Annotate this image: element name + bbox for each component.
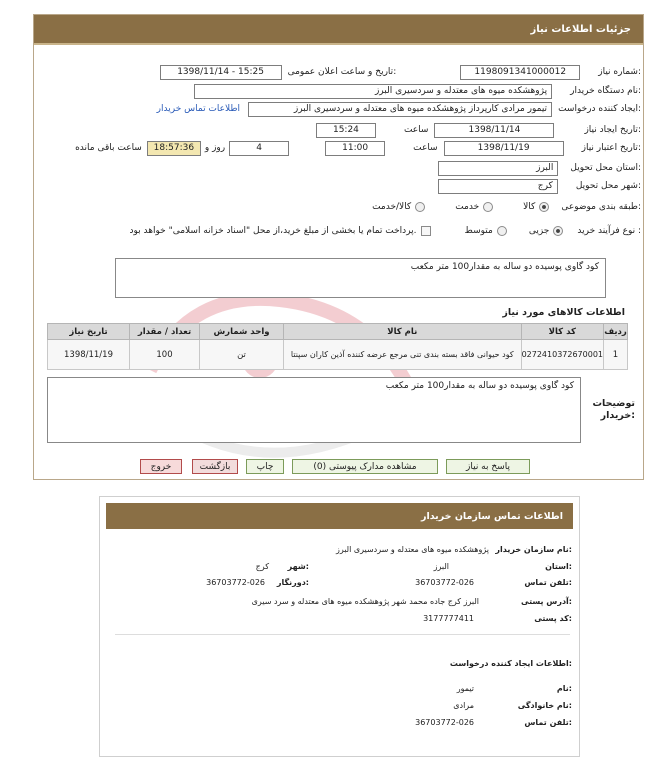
reply-button[interactable]: پاسخ به نیاز xyxy=(446,459,530,474)
contact-address-label: آدرس پستی: xyxy=(521,597,572,606)
process-medium-label: متوسط xyxy=(464,226,493,236)
items-table-header xyxy=(48,324,628,340)
col-need-date: تاریخ نیاز xyxy=(48,324,130,340)
buyer-contact-panel xyxy=(99,496,580,757)
need-number-field: 1198091341000012 xyxy=(460,65,580,80)
cell-quantity: 100 xyxy=(130,340,200,370)
days-field: 4 xyxy=(229,141,289,156)
buyer-contact-link[interactable]: اطلاعات تماس خریدار xyxy=(156,104,241,114)
buyer-notes-label: توضیحات خریدار: xyxy=(592,398,635,421)
exit-button[interactable]: خروج xyxy=(140,459,182,474)
created-date-field: 1398/11/14 xyxy=(434,123,554,138)
row-validity xyxy=(8,140,641,156)
category-both-radio[interactable] xyxy=(415,202,425,212)
contact-header: اطلاعات تماس سازمان خریدار xyxy=(106,503,573,529)
contact-address-value: البرز کرج جاده محمد شهر پژوهشکده میوه های معتدله و سرد سیری xyxy=(251,597,479,606)
row-category xyxy=(8,199,641,215)
city-label: شهر محل تحویل: xyxy=(575,181,641,191)
remaining-timer: 18:57:36 xyxy=(147,141,201,156)
city-field: کرج xyxy=(438,179,558,194)
contact-fax-label: دورنگار: xyxy=(276,578,309,587)
description-textarea[interactable]: کود گاوی پوسیده دو ساله به مقدار100 متر مکعب xyxy=(115,258,606,298)
items-table xyxy=(47,323,628,370)
contact-city-value: کرج xyxy=(255,562,269,571)
created-time-field: 15:24 xyxy=(316,123,376,138)
cell-row-number: 1 xyxy=(604,340,628,370)
contact-phone-value: 36703772-026 xyxy=(415,578,474,587)
contact-org-label: نام سازمان خریدار: xyxy=(495,545,572,554)
row-requester xyxy=(8,101,641,117)
attachments-button[interactable]: مشاهده مدارک پیوستی (0) xyxy=(292,459,438,474)
col-row: ردیف xyxy=(604,324,628,340)
creator-family-value: مرادی xyxy=(453,701,474,710)
requester-field: تیمور مرادی کارپرداز پژوهشکده میوه های معتدله و سردسیری البرز xyxy=(248,102,552,117)
category-goods-radio[interactable] xyxy=(539,202,549,212)
contact-fax-value: 36703772-026 xyxy=(206,578,265,587)
back-button[interactable]: بازگشت xyxy=(192,459,238,474)
process-label: نوع فرآیند خرید : xyxy=(577,226,641,236)
contact-postal-label: کد پستی: xyxy=(534,614,572,623)
items-section-title: اطلاعات کالاهای مورد نیاز xyxy=(502,307,625,318)
creator-family-label: نام خانوادگی: xyxy=(517,701,572,710)
creator-name-label: نام: xyxy=(556,684,572,693)
row-city xyxy=(8,178,641,194)
creator-name-value: تیمور xyxy=(456,684,474,693)
buyer-org-field: پژوهشکده میوه های معتدله و سردسیری البرز xyxy=(194,84,552,99)
remaining-label: ساعت باقی مانده xyxy=(75,143,142,153)
contact-org-value: پژوهشکده میوه های معتدله و سردسیری البرز xyxy=(335,545,489,554)
row-process xyxy=(8,223,641,239)
province-field: البرز xyxy=(438,161,558,176)
print-button[interactable]: چاپ xyxy=(246,459,284,474)
contact-province-label: استان: xyxy=(545,562,572,571)
contact-city-label: شهر: xyxy=(287,562,309,571)
validity-time-field: 11:00 xyxy=(325,141,385,156)
row-need-number xyxy=(8,64,641,80)
category-label: طبقه بندی موضوعی: xyxy=(561,202,641,212)
row-created xyxy=(8,122,641,138)
category-service-label: خدمت xyxy=(455,202,480,212)
cell-unit: تن xyxy=(200,340,284,370)
created-label: تاریخ ایجاد نیاز: xyxy=(584,125,641,135)
days-label: روز و xyxy=(204,143,226,153)
contact-divider xyxy=(115,634,570,635)
process-medium-radio[interactable] xyxy=(497,226,507,236)
process-partial-radio[interactable] xyxy=(553,226,563,236)
buyer-notes-textarea[interactable]: کود گاوی پوسیده دو ساله به مقدار100 متر مکعب xyxy=(47,377,581,443)
table-row xyxy=(48,340,628,370)
validity-time-label: ساعت xyxy=(413,143,438,153)
category-goods-label: کالا xyxy=(523,202,536,212)
cell-item-name: کود حیوانی فاقد بسته بندی تنی مرجع عرضه کننده آذین کاران سپنتا xyxy=(284,340,522,370)
creator-phone-value: 36703772-026 xyxy=(415,718,474,727)
cell-item-code: 0272410372670001 xyxy=(521,340,603,370)
requester-label: ایجاد کننده درخواست: xyxy=(558,104,641,114)
col-item-name: نام کالا xyxy=(284,324,522,340)
category-service-radio[interactable] xyxy=(483,202,493,212)
row-province xyxy=(8,160,641,176)
announce-field: 1398/11/14 - 15:25 xyxy=(160,65,282,80)
validity-label: تاریخ اعتبار نیاز: xyxy=(581,143,641,153)
cell-need-date: 1398/11/19 xyxy=(48,340,130,370)
payment-note: پرداخت تمام یا بخشی از مبلغ خرید،از محل "اسناد خزانه اسلامی" خواهد بود. xyxy=(129,226,417,236)
announce-label: تاریخ و ساعت اعلان عمومی: xyxy=(287,67,397,77)
need-number-label: شماره نیاز: xyxy=(598,67,641,77)
contact-phone-label: تلفن تماس: xyxy=(524,578,572,587)
validity-date-field: 1398/11/19 xyxy=(444,141,564,156)
province-label: استان محل تحویل: xyxy=(570,163,641,173)
process-partial-label: جزیی xyxy=(528,226,550,236)
contact-postal-value: 3177777411 xyxy=(423,614,474,623)
row-buyer-org xyxy=(8,83,641,99)
page-title: جزئیات اطلاعات نیاز xyxy=(34,15,643,45)
created-time-label: ساعت xyxy=(403,125,429,135)
contact-province-value: البرز xyxy=(433,562,449,571)
creator-section-title: اطلاعات ایجاد کننده درخواست: xyxy=(449,659,572,668)
category-both-label: کالا/خدمت xyxy=(372,202,412,212)
buyer-org-label: نام دستگاه خریدار: xyxy=(570,86,641,96)
col-quantity: تعداد / مقدار xyxy=(130,324,200,340)
creator-phone-label: تلفن تماس: xyxy=(524,718,572,727)
col-item-code: کد کالا xyxy=(521,324,603,340)
col-unit: واحد شمارش xyxy=(200,324,284,340)
treasury-checkbox[interactable] xyxy=(421,226,431,236)
